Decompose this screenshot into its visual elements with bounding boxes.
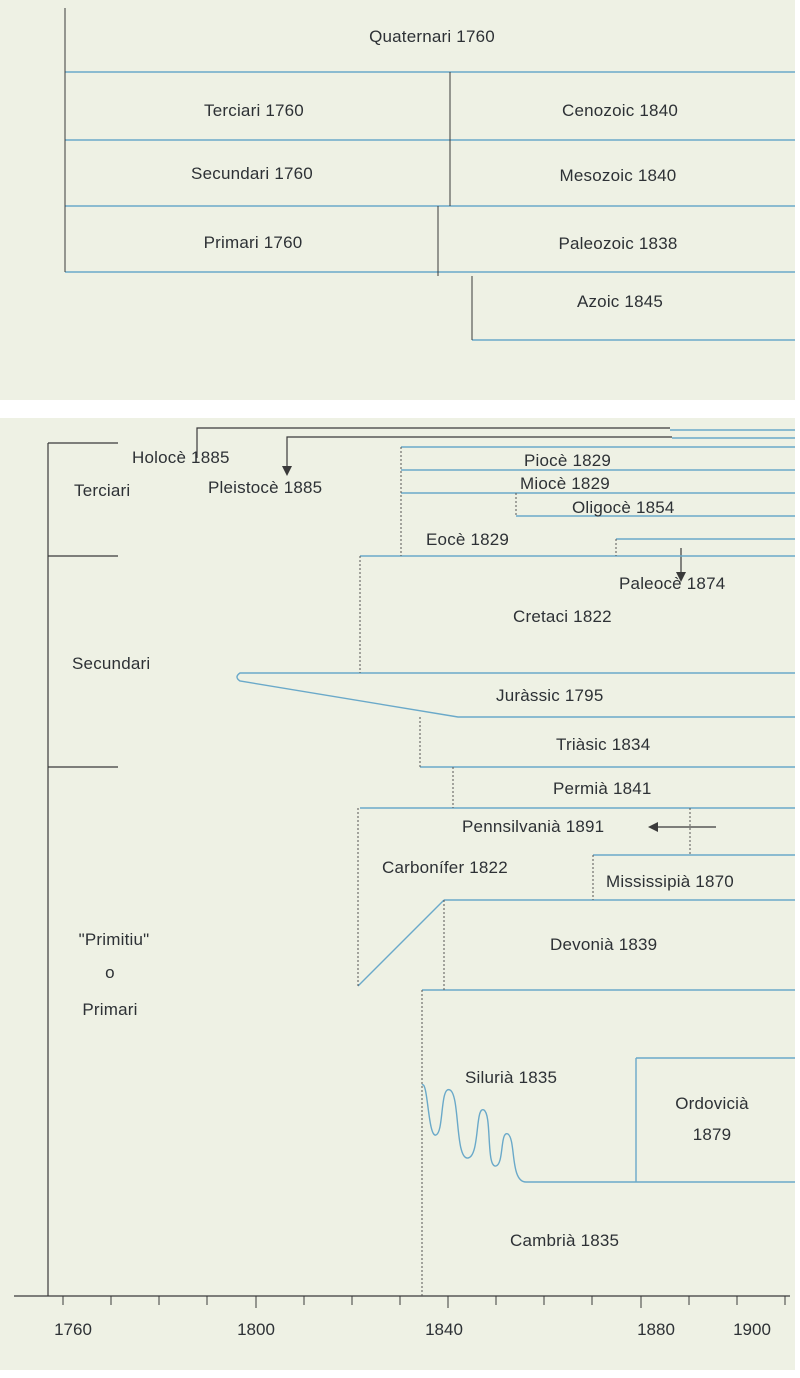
- label-ordovician-line2: 1879: [692, 1125, 732, 1144]
- pleistocene-line: [287, 437, 672, 472]
- label-silurian: Silurià 1835: [465, 1068, 558, 1087]
- x-tick-label: 1900: [733, 1320, 771, 1339]
- label-cretaceous: Cretaci 1822: [513, 607, 612, 626]
- label-paleocene: Paleocè 1874: [619, 574, 726, 593]
- label-pleistocene: Pleistocè 1885: [208, 478, 323, 497]
- era-secundari: Secundari: [72, 654, 151, 673]
- label-carboniferous: Carbonífer 1822: [382, 858, 508, 877]
- label-jurassic: Juràssic 1795: [496, 686, 604, 705]
- x-tick-label: 1880: [637, 1320, 675, 1339]
- label-mesozoic: Mesozoic 1840: [559, 166, 677, 185]
- era-primitiu-line3: Primari: [82, 1000, 138, 1019]
- label-permian: Permià 1841: [553, 779, 652, 798]
- label-oligocene: Oligocè 1854: [572, 498, 675, 517]
- label-holocene: Holocè 1885: [132, 448, 230, 467]
- label-quaternari: Quaternari 1760: [369, 27, 495, 46]
- label-mississippian: Mississipià 1870: [606, 872, 734, 891]
- label-primari-top: Primari 1760: [203, 233, 303, 252]
- pennsylvanian-arrow-head: [648, 822, 658, 832]
- label-devonian: Devonià 1839: [550, 935, 658, 954]
- era-primitiu-line1: "Primitiu": [78, 930, 150, 949]
- x-tick-label: 1800: [237, 1320, 275, 1339]
- label-triassic: Triàsic 1834: [556, 735, 651, 754]
- label-paleozoic: Paleozoic 1838: [558, 234, 678, 253]
- x-tick-label: 1840: [425, 1320, 463, 1339]
- label-terciari-top: Terciari 1760: [204, 101, 304, 120]
- label-miocene: Miocè 1829: [520, 474, 610, 493]
- x-axis-ticks: [63, 1296, 785, 1308]
- label-azoic: Azoic 1845: [576, 292, 664, 311]
- label-cambrian: Cambrià 1835: [510, 1231, 620, 1250]
- x-tick-label: 1760: [54, 1320, 92, 1339]
- label-eocene: Eocè 1829: [426, 530, 510, 549]
- label-pennsylvanian: Pennsilvanià 1891: [462, 817, 605, 836]
- pleistocene-arrow-head: [282, 466, 292, 476]
- label-pliocene: Piocè 1829: [524, 451, 612, 470]
- era-terciari: Terciari: [74, 481, 131, 500]
- label-secundari-top: Secundari 1760: [191, 164, 313, 183]
- era-primitiu-line2: o: [105, 963, 115, 982]
- label-ordovician-line1: Ordovicià: [675, 1094, 749, 1113]
- carboniferous-diagonal: [358, 900, 444, 986]
- label-cenozoic: Cenozoic 1840: [561, 101, 679, 120]
